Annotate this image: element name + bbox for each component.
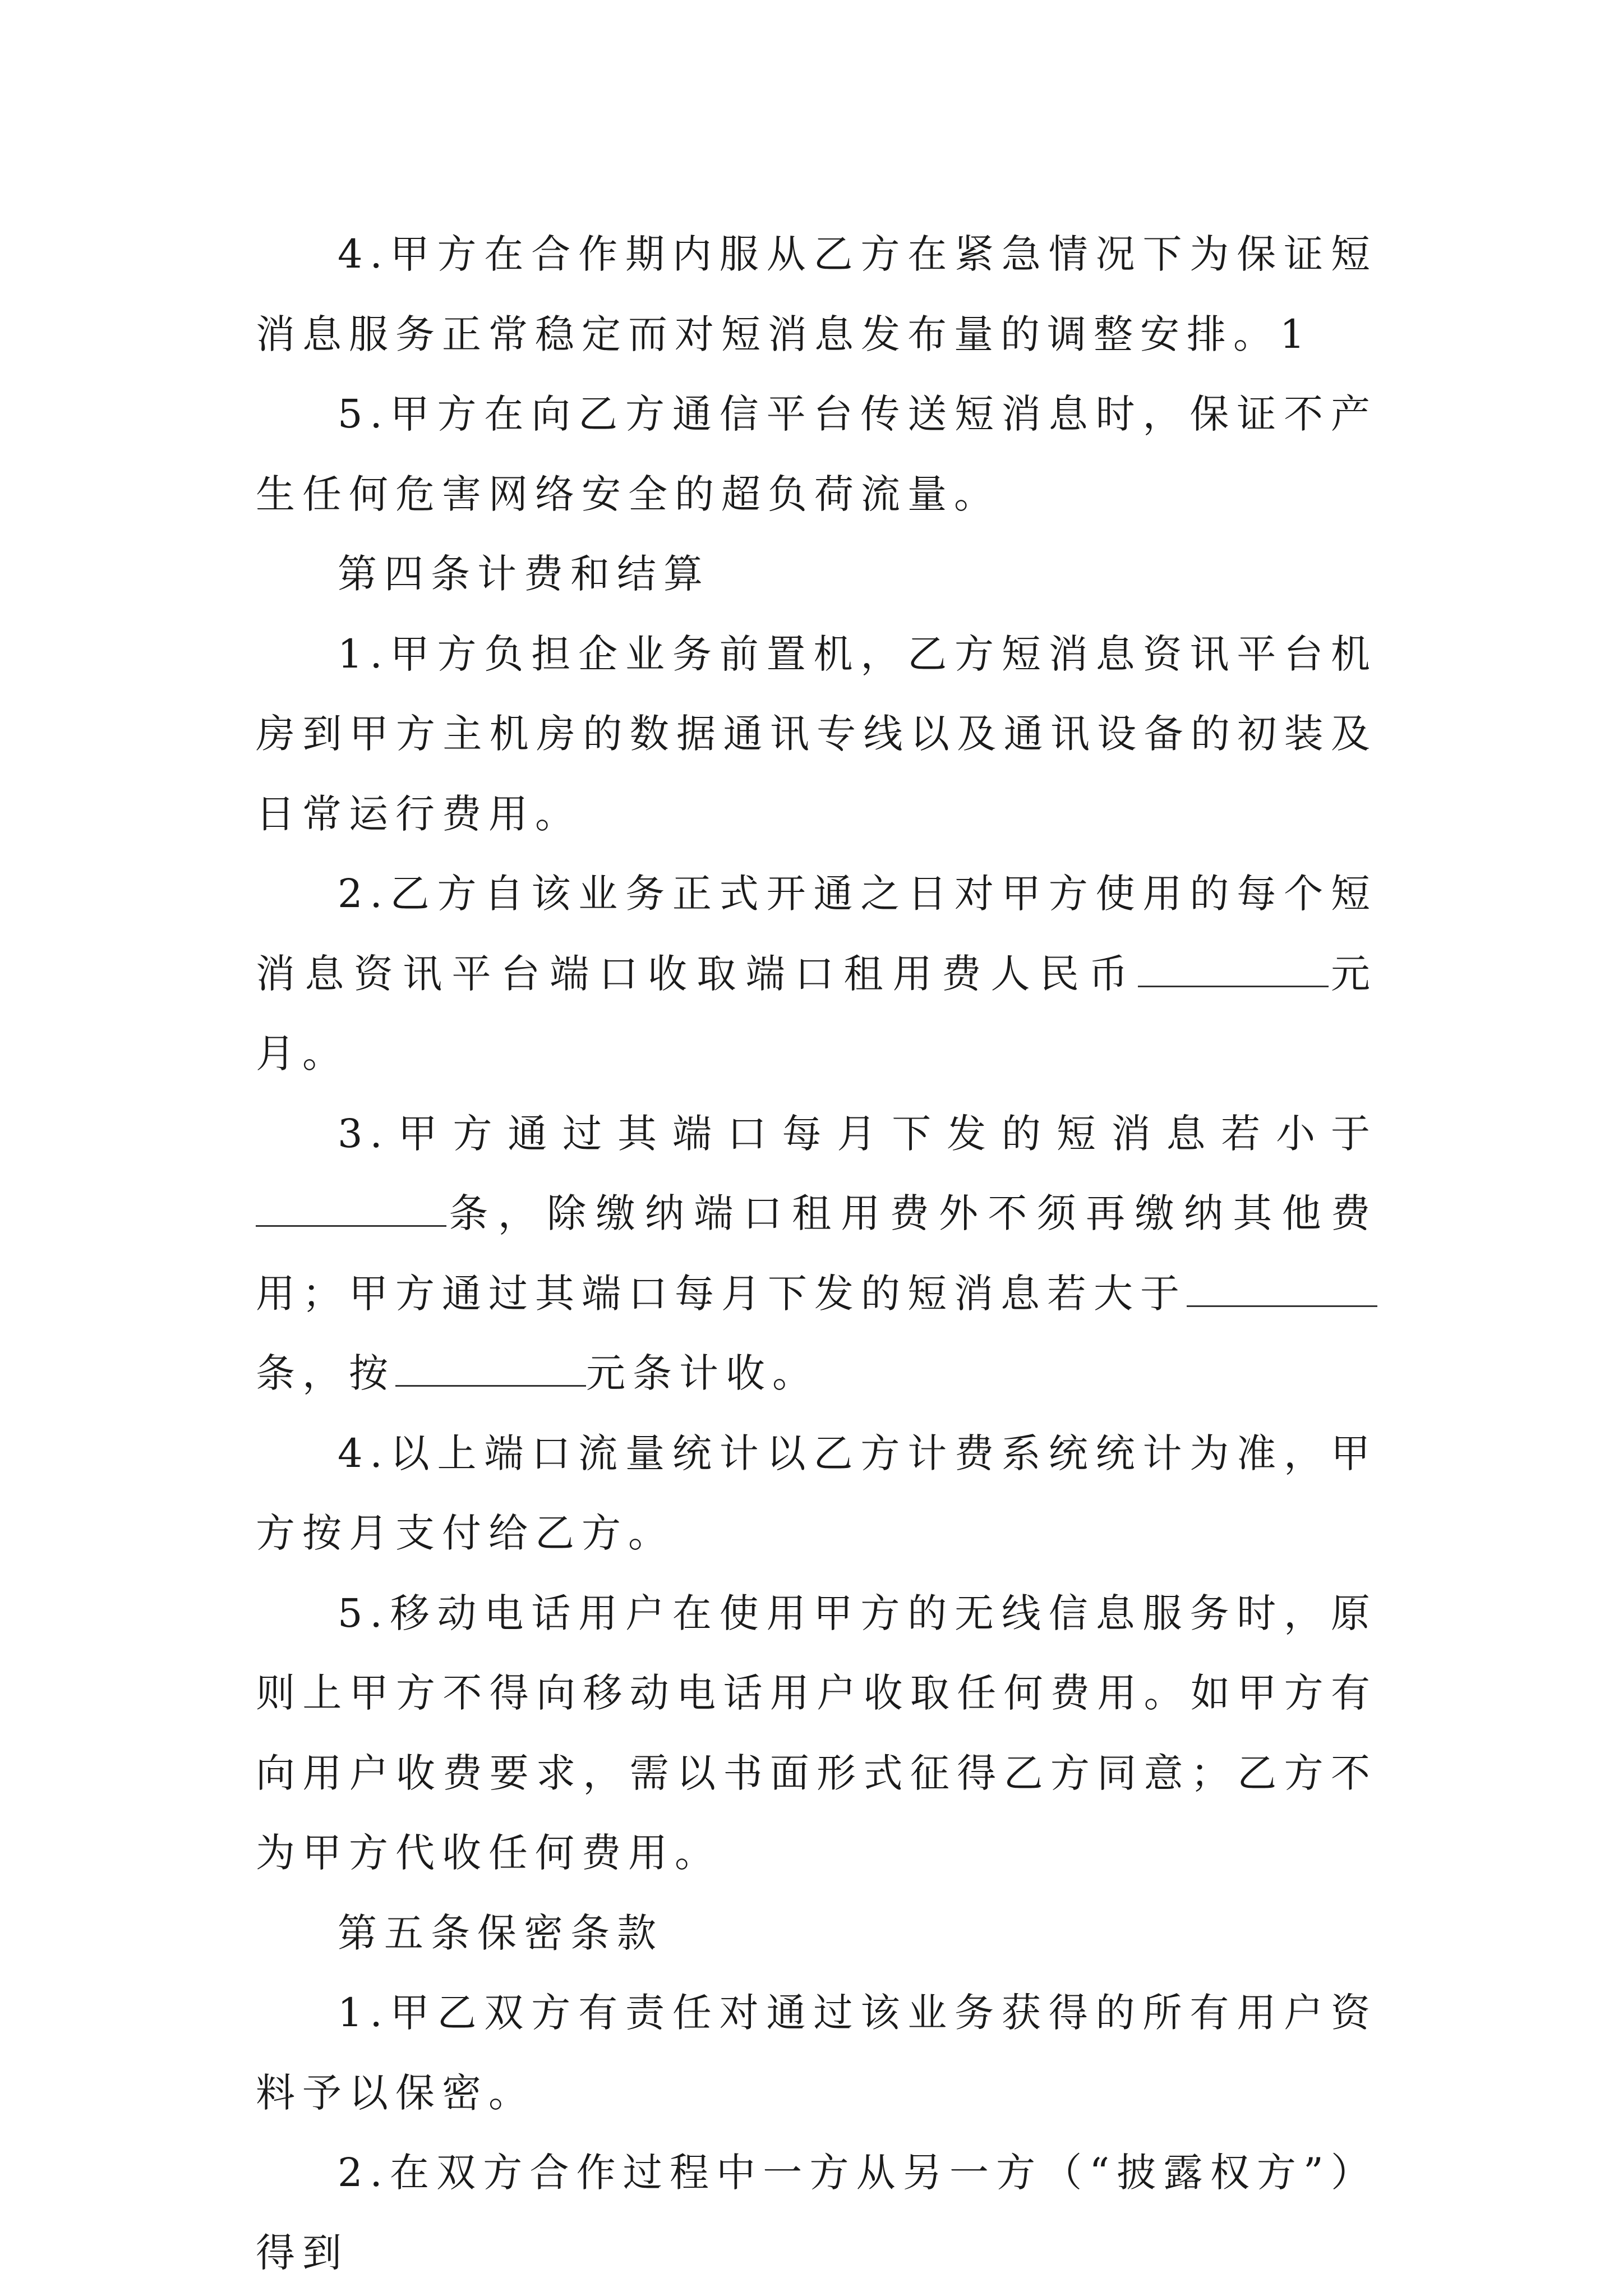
document-body [256,214,1377,2293]
paragraph-segment: 元条计收。 [586,1350,819,1396]
section-heading-article-5: 第五条保密条款 [338,1910,663,1956]
fill-in-blank [1138,950,1329,987]
paragraph-clause-5-item-2: 2.在双方合作过程中一方从另一方（“披露权方”）得到 [256,2150,1377,2276]
paragraph-clause-4-item-2 [256,854,1377,1094]
paragraph-segment: 元月。 [256,950,1378,1076]
paragraph-clause-5-item-1: 1.甲乙双方有责任对通过该业务获得的所有用户资料予以保密。 [256,1990,1377,2116]
paragraph-segment: 条，除缴纳端口租用费外不须再缴纳其他费用；甲方通过其端口每月下发的短消息若大于 [256,1190,1377,1317]
paragraph-clause-4-item-3 [256,1094,1377,1414]
paragraph-clause-4-item-4: 4.以上端口流量统计以乙方计费系统统计为准，甲方按月支付给乙方。 [256,1430,1377,1556]
fill-in-blank [256,1190,446,1227]
paragraph-clause-3-item-5: 5.甲方在向乙方通信平台传送短消息时，保证不产生任何危害网络安全的超负荷流量。 [256,391,1377,517]
paragraph-clause-4-item-1: 1.甲方负担企业务前置机，乙方短消息资讯平台机房到甲方主机房的数据通讯专线以及通讯设备的初装及日常运行费用。 [256,631,1377,837]
fill-in-blank [1187,1270,1377,1307]
paragraph-segment: 2.乙方自该业务正式开通之日对甲方使用的每个短消息资讯平台端口收取端口租用费人民币 [256,871,1377,997]
section-heading-article-4: 第四条计费和结算 [338,551,710,597]
paragraph-segment: 条，按 [256,1350,395,1396]
paragraph-clause-3-item-4: 4.甲方在合作期内服从乙方在紧急情况下为保证短消息服务正常稳定而对短消息发布量的调整安排。1 [256,231,1377,357]
paragraph-clause-4-item-5: 5.移动电话用户在使用甲方的无线信息服务时，原则上甲方不得向移动电话用户收取任何费用。如甲方有向用户收费要求，需以书面形式征得乙方同意；乙方不为甲方代收任何费用。 [256,1590,1377,1876]
fill-in-blank [395,1350,586,1387]
paragraph-segment: 3.甲方通过其端口每月下发的短消息若小于 [338,1110,1377,1157]
